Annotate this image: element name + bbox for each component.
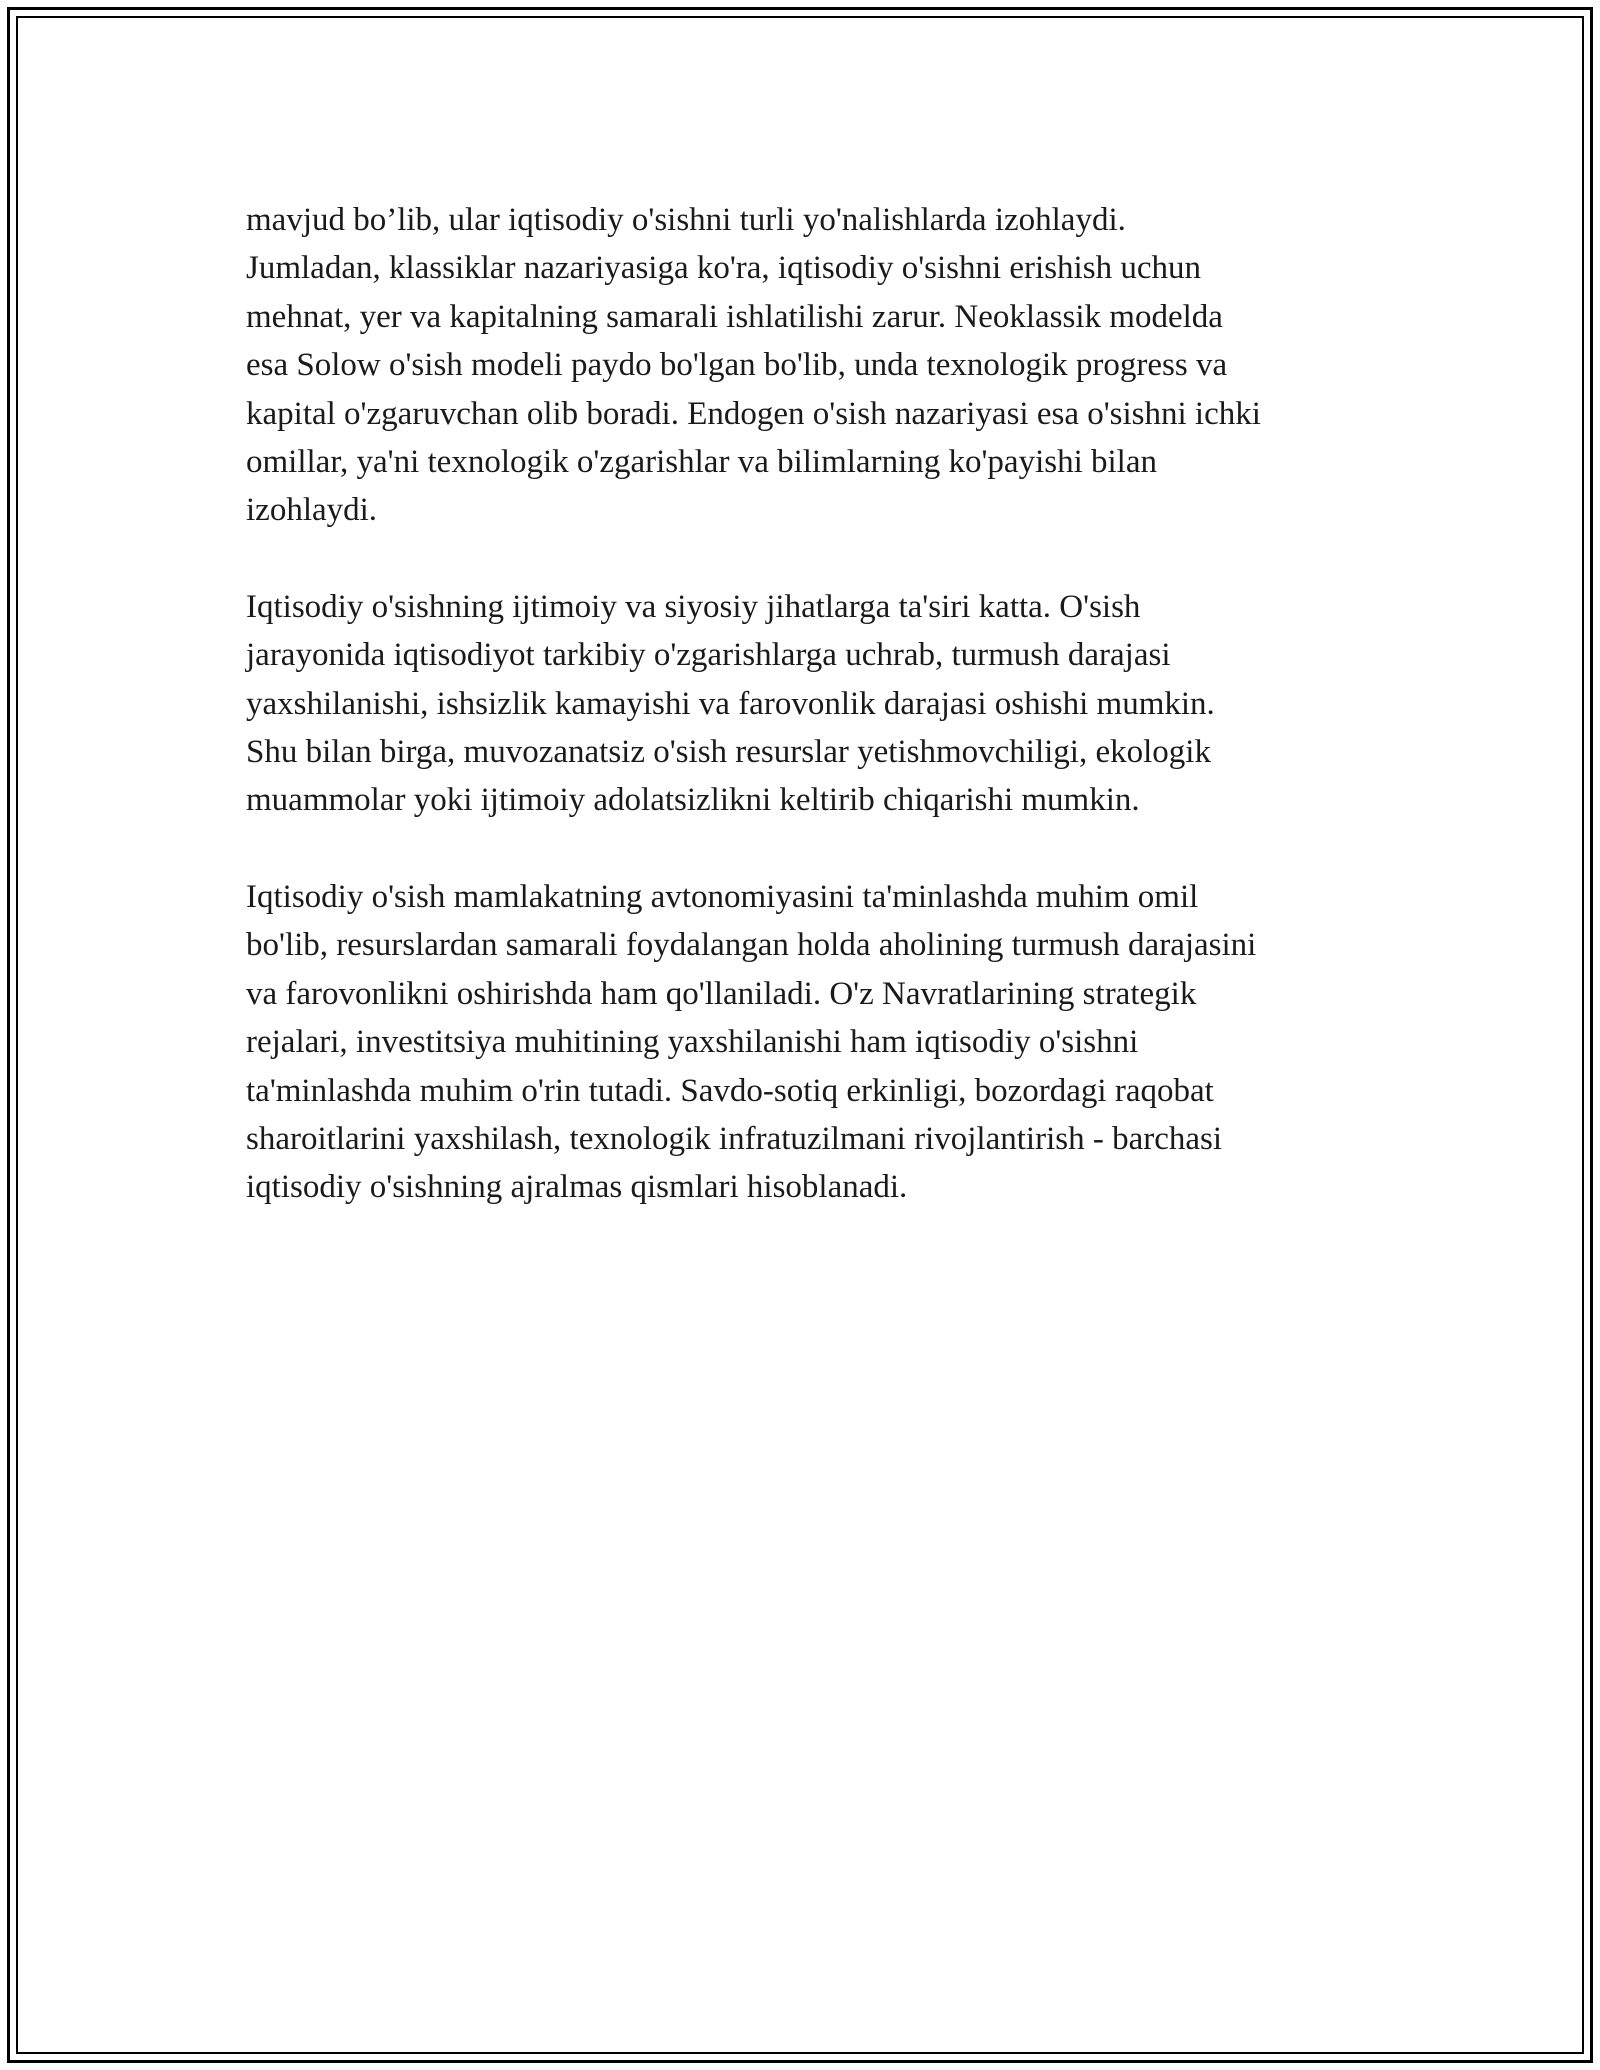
text-line: rejalari, investitsiya muhitining yaxshilanishi ham iqtisodiy o'sishni [246,1024,1139,1061]
text-line: Iqtisodiy o'sish mamlakatning avtonomiyasini ta'minlashda muhim omil [246,878,1199,915]
text-line: mavjud bo’lib, ular iqtisodiy o'sishni turli yo'nalishlarda izohlaydi. [246,202,1126,238]
text-line: muammolar yoki ijtimoiy adolatsizlikni keltirib chiqarishi mumkin. [246,782,1140,819]
paragraph-2 [246,583,1386,825]
text-line: Jumladan, klassiklar nazariyasiga ko'ra, iqtisodiy o'sishni erishish uchun [246,250,1201,287]
text-line: mehnat, yer va kapitalning samarali ishlatilishi zarur. Neoklassik modelda [246,298,1223,335]
document-body [246,196,1386,1260]
text-line: kapital o'zgaruvchan olib boradi. Endogen o'sish nazariyasi esa o'sishni ichki [246,395,1261,432]
text-line: Iqtisodiy o'sishning ijtimoiy va siyosiy jihatlarga ta'siri katta. O'sish [246,588,1141,625]
text-line: bo'lib, resurslardan samarali foydalangan holda aholining turmush darajasini [246,927,1257,964]
text-line: iqtisodiy o'sishning ajralmas qismlari hisoblanadi. [246,1169,908,1206]
text-line: va farovonlikni oshirishda ham qo'llaniladi. O'z Navratlarining strategik [246,975,1197,1012]
text-line: esa Solow o'sish modeli paydo bo'lgan bo'lib, unda texnologik progress va [246,347,1228,384]
paragraph-3 [246,873,1386,1212]
text-line: izohlaydi. [246,492,378,529]
text-line: yaxshilanishi, ishsizlik kamayishi va farovonlik darajasi oshishi mumkin. [246,685,1215,722]
page-frame [7,7,1593,2063]
text-line: jarayonida iqtisodiyot tarkibiy o'zgarishlarga uchrab, turmush darajasi [246,637,1171,674]
text-line: omillar, ya'ni texnologik o'zgarishlar va bilimlarning ko'payishi bilan [246,444,1157,481]
text-line: sharoitlarini yaxshilash, texnologik infratuzilmani rivojlantirish - barchasi [246,1120,1223,1157]
text-line: Shu bilan birga, muvozanatsiz o'sish resurslar yetishmovchiligi, ekologik [246,734,1211,771]
paragraph-1 [246,196,1386,535]
text-line: ta'minlashda muhim o'rin tutadi. Savdo-sotiq erkinligi, bozordagi raqobat [246,1072,1214,1109]
